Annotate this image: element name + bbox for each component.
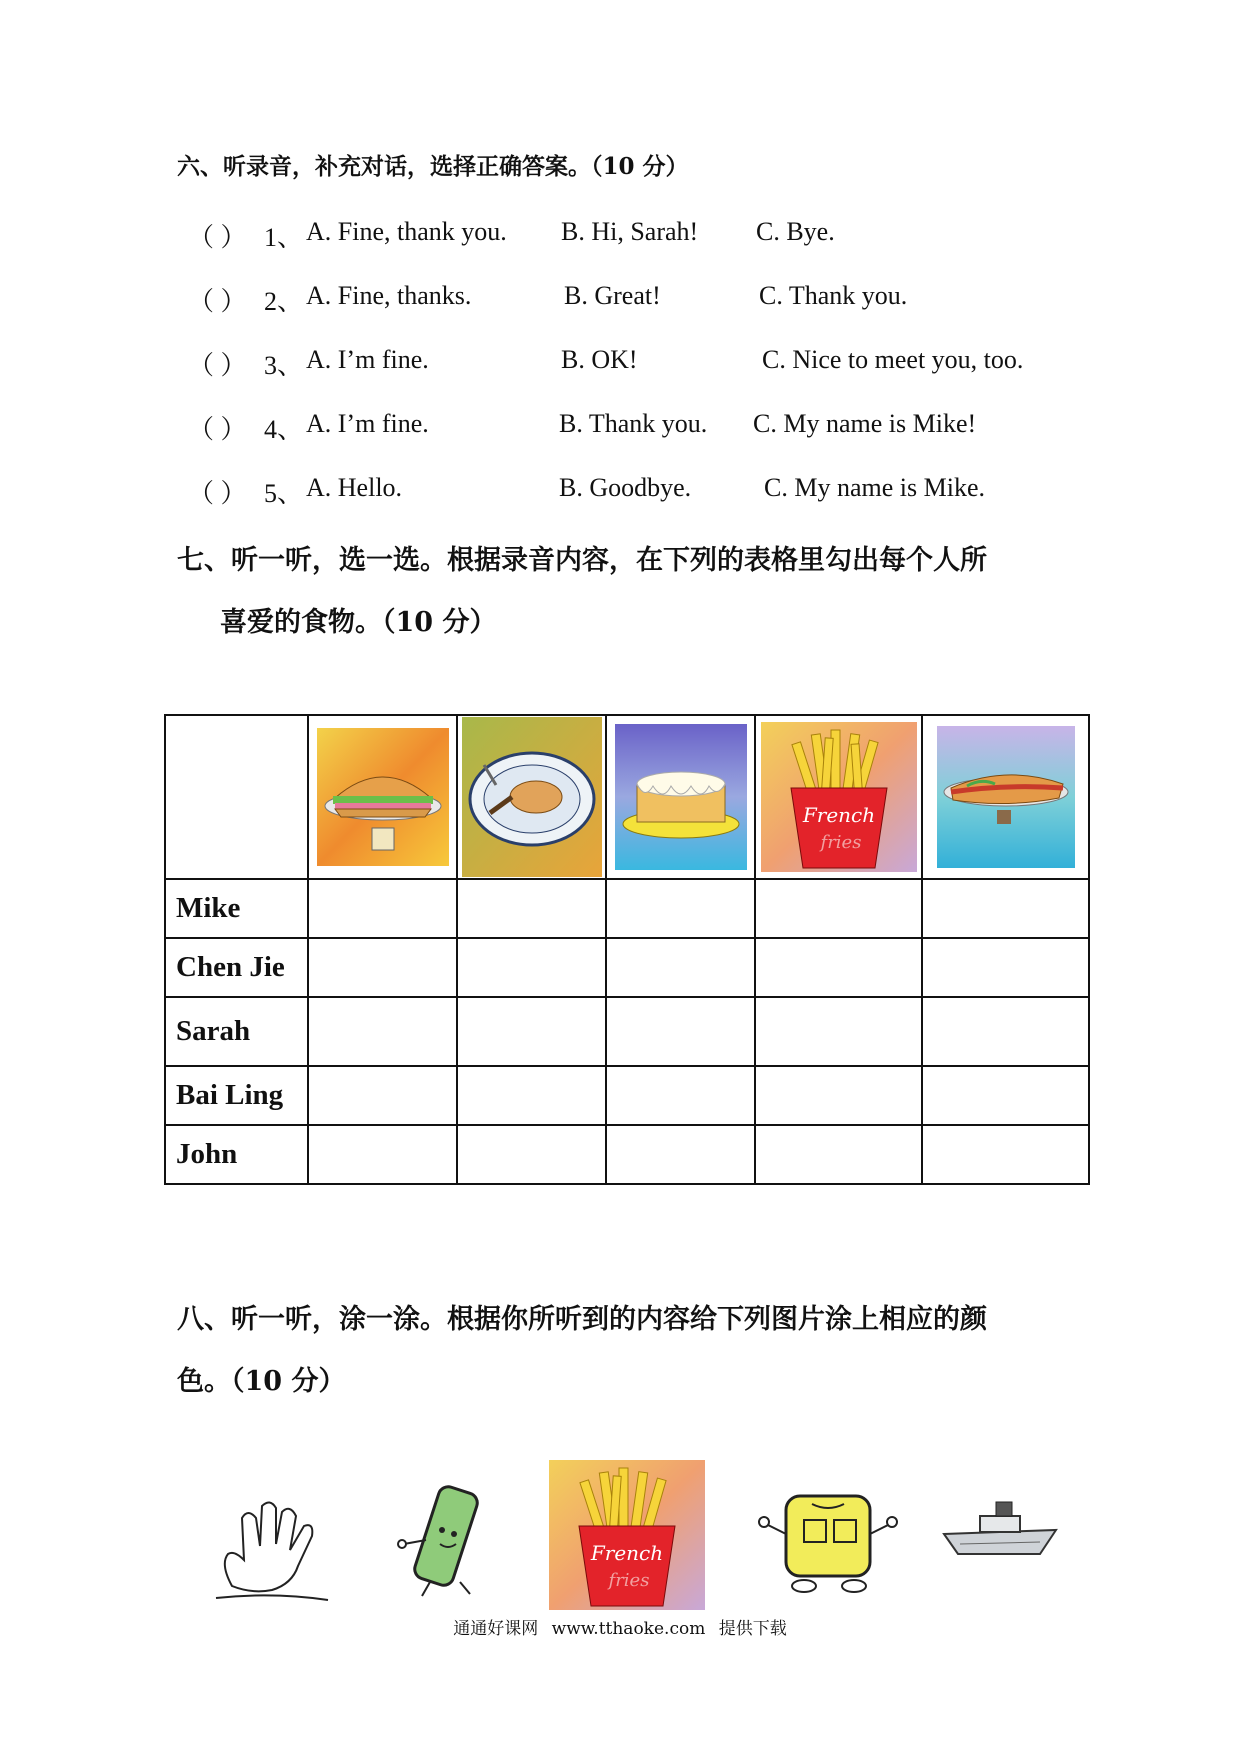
fries-label-french: French [802,803,875,827]
roast-chicken-icon [462,717,602,877]
sandwich-icon [317,728,449,866]
option-b: B. Thank you. [559,409,708,438]
question-4 [188,409,1088,443]
question-5 [188,473,1088,507]
option-a: A. Fine, thanks. [306,281,472,310]
fries-label-french: French [590,1541,664,1565]
food-cell-sandwich [308,715,457,879]
food-cell-fries [755,715,922,879]
table-row [165,1125,1089,1184]
option-c: C. Thank you. [759,281,908,310]
check-cell[interactable] [457,879,606,938]
section-8-title-line1: 八、听一听，涂一涂。根据你所听到的内容给下列图片涂上相应的颜 [177,1304,987,1335]
option-a: A. Fine, thank you. [306,217,507,246]
check-cell[interactable] [755,997,922,1066]
food-cell-cake [606,715,755,879]
footer-site: 通通好课网 [453,1619,539,1639]
check-cell[interactable] [606,1125,755,1184]
row-name: Mike [165,879,308,938]
footer [0,1614,1240,1639]
row-name: Sarah [165,997,308,1066]
table-row [165,1066,1089,1125]
question-number: 2、 [264,287,304,316]
table-row [165,997,1089,1066]
check-cell[interactable] [922,1125,1089,1184]
check-cell[interactable] [308,997,457,1066]
question-number: 3、 [264,351,304,380]
option-c: C. Nice to meet you, too. [762,345,1024,374]
answer-paren[interactable]: （ ） [188,351,247,380]
table-row [165,938,1089,997]
check-cell[interactable] [606,997,755,1066]
fries-label-fries: fries [608,1570,650,1591]
check-cell[interactable] [922,997,1089,1066]
hand-icon [212,1494,332,1606]
check-cell[interactable] [308,879,457,938]
check-cell[interactable] [922,938,1089,997]
check-cell[interactable] [606,938,755,997]
check-cell[interactable] [308,1066,457,1125]
food-preference-table [164,714,1090,1185]
check-cell[interactable] [606,1066,755,1125]
check-cell[interactable] [308,938,457,997]
fries-label-fries: fries [820,832,861,853]
empty-corner-cell [165,715,308,879]
eraser-icon [390,1478,500,1602]
check-cell[interactable] [457,938,606,997]
hot-dog-icon [937,726,1075,868]
check-cell[interactable] [457,1125,606,1184]
option-b: B. OK! [561,345,638,374]
check-cell[interactable] [755,1125,922,1184]
option-b: B. Great! [564,281,661,310]
section-7-title-line2: 喜爱的食物。（10 分） [220,607,497,638]
row-name: Chen Jie [165,938,308,997]
answer-paren[interactable]: （ ） [188,479,247,508]
section-6-title: 六、听录音，补充对话，选择正确答案。（10 分） [177,153,689,180]
food-cell-chicken [457,715,606,879]
option-b: B. Hi, Sarah! [561,217,699,246]
ship-icon [940,1494,1060,1564]
answer-paren[interactable]: （ ） [188,223,247,252]
check-cell[interactable] [755,938,922,997]
option-b: B. Goodbye. [559,473,692,502]
section-8-title-line2: 色。（10 分） [177,1366,346,1397]
option-a: A. I’m fine. [306,409,429,438]
food-cell-hotdog [922,715,1089,879]
option-c: C. Bye. [756,217,835,246]
table-header-row [165,715,1089,879]
section-7-title-line1: 七、听一听，选一选。根据录音内容，在下列的表格里勾出每个人所 [177,545,987,576]
french-fries-icon [549,1460,705,1610]
row-name: Bai Ling [165,1066,308,1125]
check-cell[interactable] [457,1066,606,1125]
cake-icon [615,724,747,870]
footer-note: 提供下载 [718,1619,787,1639]
answer-paren[interactable]: （ ） [188,415,247,444]
check-cell[interactable] [606,879,755,938]
question-2 [188,281,1088,315]
answer-paren[interactable]: （ ） [188,287,247,316]
check-cell[interactable] [922,1066,1089,1125]
check-cell[interactable] [308,1125,457,1184]
check-cell[interactable] [755,1066,922,1125]
bag-icon [756,1482,898,1600]
check-cell[interactable] [457,997,606,1066]
table-row [165,879,1089,938]
option-a: A. Hello. [306,473,403,502]
option-c: C. My name is Mike. [764,473,985,502]
question-3 [188,345,1088,379]
option-a: A. I’m fine. [306,345,429,374]
check-cell[interactable] [755,879,922,938]
question-number: 4、 [264,415,304,444]
question-number: 5、 [264,479,304,508]
check-cell[interactable] [922,879,1089,938]
question-number: 1、 [264,223,304,252]
footer-url[interactable]: www.tthaoke.com [551,1619,706,1639]
row-name: John [165,1125,308,1184]
option-c: C. My name is Mike! [753,409,977,438]
french-fries-icon [761,722,917,872]
question-1 [188,217,1088,251]
